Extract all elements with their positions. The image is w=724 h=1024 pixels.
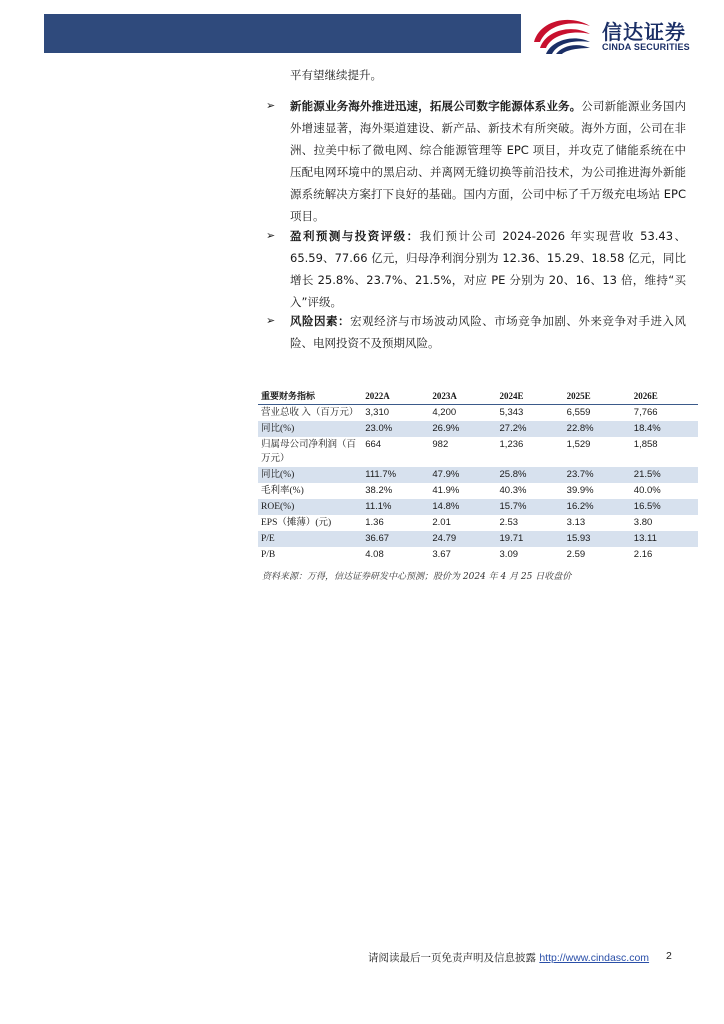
- table-header-cell: 2023A: [432, 391, 457, 401]
- table-cell: 40.3%: [499, 485, 527, 496]
- bullet-forecast: [266, 225, 686, 313]
- table-cell: 11.1%: [362, 499, 429, 515]
- table-cell: 24.79: [429, 531, 496, 547]
- table-row: [258, 499, 698, 515]
- table-cell: 23.0%: [362, 421, 429, 437]
- table-header-cell: 重要财务指标: [261, 391, 316, 401]
- table-cell: 18.4%: [631, 421, 698, 437]
- table-cell: 19.71: [497, 531, 564, 547]
- table-row-label: 归属母公司净利润（百万元）: [261, 440, 357, 464]
- table-row: [258, 483, 698, 499]
- bullet-body: 公司新能源业务国内外增速显著，海外渠道建设、新产品、新技术有所突破。海外方面，公司在非洲、拉美中标了微电网、综合能源管理等 EPC 项目，并攻克了储能系统在中压配电网环境中的黑启动、并离网无缝切换等前沿技术，为公司推进海外新能源系统解决方案打下良好的基础。国内方面，公司中标了千万级充电场站 EPC 项目。: [290, 99, 687, 223]
- bullet-overseas: [266, 95, 686, 227]
- table-cell: 2.16: [633, 549, 653, 560]
- table-header-cell: 2026E: [633, 391, 658, 401]
- header-band: [44, 14, 521, 53]
- footer-disclaimer: 请阅读最后一页免责声明及信息披露: [368, 952, 536, 964]
- table-row: [258, 547, 698, 563]
- table-row-label: P/B: [261, 550, 276, 560]
- footer-website-link[interactable]: http://www.cindasc.com: [539, 952, 650, 964]
- table-cell: 40.0%: [633, 485, 661, 496]
- table-cell: 14.8%: [429, 499, 496, 515]
- table-cell: 41.9%: [432, 485, 460, 496]
- table-header-row: [258, 388, 698, 405]
- table-body: [258, 405, 698, 564]
- table-cell: 22.8%: [564, 421, 631, 437]
- table-cell: 1,858: [633, 439, 658, 450]
- arrow-bullet-icon: ➢: [266, 314, 276, 327]
- bullet-title: 新能源业务海外推进迅速，拓展公司数字能源体系业务。: [290, 99, 582, 113]
- table-row: [258, 515, 698, 531]
- financial-indicators-table: [258, 388, 698, 563]
- bullet-title: 盈利预测与投资评级：: [290, 229, 420, 243]
- table-cell: 5,343: [499, 407, 524, 418]
- table-cell: 3,310: [365, 407, 390, 418]
- brand-logo: [530, 12, 710, 56]
- table-cell: 2.53: [499, 517, 519, 528]
- arrow-bullet-icon: ➢: [266, 229, 276, 242]
- table-cell: 1.36: [365, 517, 384, 528]
- table-cell: 25.8%: [497, 467, 564, 483]
- table-cell: 1,236: [499, 439, 524, 450]
- table-cell: 2.01: [432, 517, 451, 528]
- table-cell: 3.09: [499, 549, 519, 560]
- bullet-risk: [266, 310, 686, 354]
- table-row-label: P/E: [258, 531, 362, 547]
- arrow-bullet-icon: ➢: [266, 99, 276, 112]
- table-cell: 47.9%: [429, 467, 496, 483]
- table-row-label: EPS（摊薄）(元): [261, 518, 332, 528]
- footer: [368, 950, 649, 965]
- table-header-cell: 2022A: [365, 391, 390, 401]
- table-row: [258, 467, 698, 483]
- table-header-cell: 2025E: [566, 391, 591, 401]
- table-cell: 6,559: [566, 407, 591, 418]
- table-cell: 982: [432, 439, 449, 450]
- table-row: [258, 437, 698, 467]
- table-cell: 26.9%: [429, 421, 496, 437]
- table-cell: 2.59: [566, 549, 586, 560]
- table-row: [258, 421, 698, 437]
- table-header-cell: 2024E: [499, 391, 524, 401]
- table-source-note: 资料来源：万得，信达证券研发中心预测；股价为 2024 年 4 月 25 日收盘价: [262, 572, 572, 582]
- table-cell: 39.9%: [566, 485, 594, 496]
- table-cell: 16.5%: [631, 499, 698, 515]
- bullet-body: 我们预计公司 2024-2026 年实现营收 53.43、65.59、77.66 亿元，归母净利润分别为 12.36、15.29、18.58 亿元，同比增长 25.8%、23.7%、21.5%，对应 PE 分别为 20、16、13 倍，维持“买入”评级。: [290, 229, 687, 309]
- table-row-label: 营业总收 入（百万元）: [261, 408, 359, 418]
- table-row-label: 同比(%): [258, 467, 362, 483]
- table-cell: 3.67: [432, 549, 451, 560]
- table-cell: 664: [365, 439, 382, 450]
- table-cell: 13.11: [631, 531, 698, 547]
- table-row: [258, 531, 698, 547]
- page-number: 2: [666, 950, 672, 962]
- table-cell: 3.80: [633, 517, 653, 528]
- bullet-title: 风险因素：: [290, 314, 351, 328]
- brand-name-en: CINDA SECURITIES: [602, 42, 690, 52]
- table-cell: 36.67: [362, 531, 429, 547]
- table-cell: 16.2%: [564, 499, 631, 515]
- table-cell: 3.13: [566, 517, 586, 528]
- table-row-label: 同比(%): [258, 421, 362, 437]
- table-cell: 4.08: [365, 549, 384, 560]
- table-cell: 1,529: [566, 439, 591, 450]
- table-cell: 15.7%: [497, 499, 564, 515]
- table-cell: 38.2%: [365, 485, 393, 496]
- cinda-logo-icon: [530, 12, 594, 56]
- table-cell: 4,200: [432, 407, 457, 418]
- table-row-label: ROE(%): [258, 499, 362, 515]
- continuation-text: 平有望继续提升。: [290, 68, 382, 82]
- footer-rule: [44, 947, 684, 948]
- table-cell: 21.5%: [631, 467, 698, 483]
- table-cell: 7,766: [633, 407, 658, 418]
- table-row-label: 毛利率(%): [261, 486, 304, 496]
- brand-name-cn: 信达证券: [602, 20, 686, 44]
- table-cell: 27.2%: [497, 421, 564, 437]
- table-cell: 111.7%: [362, 467, 429, 483]
- table-cell: 15.93: [564, 531, 631, 547]
- table-row: [258, 405, 698, 422]
- bullet-body: 宏观经济与市场波动风险、市场竞争加剧、外来竞争对手进入风险、电网投资不及预期风险。: [290, 314, 686, 350]
- table-cell: 23.7%: [564, 467, 631, 483]
